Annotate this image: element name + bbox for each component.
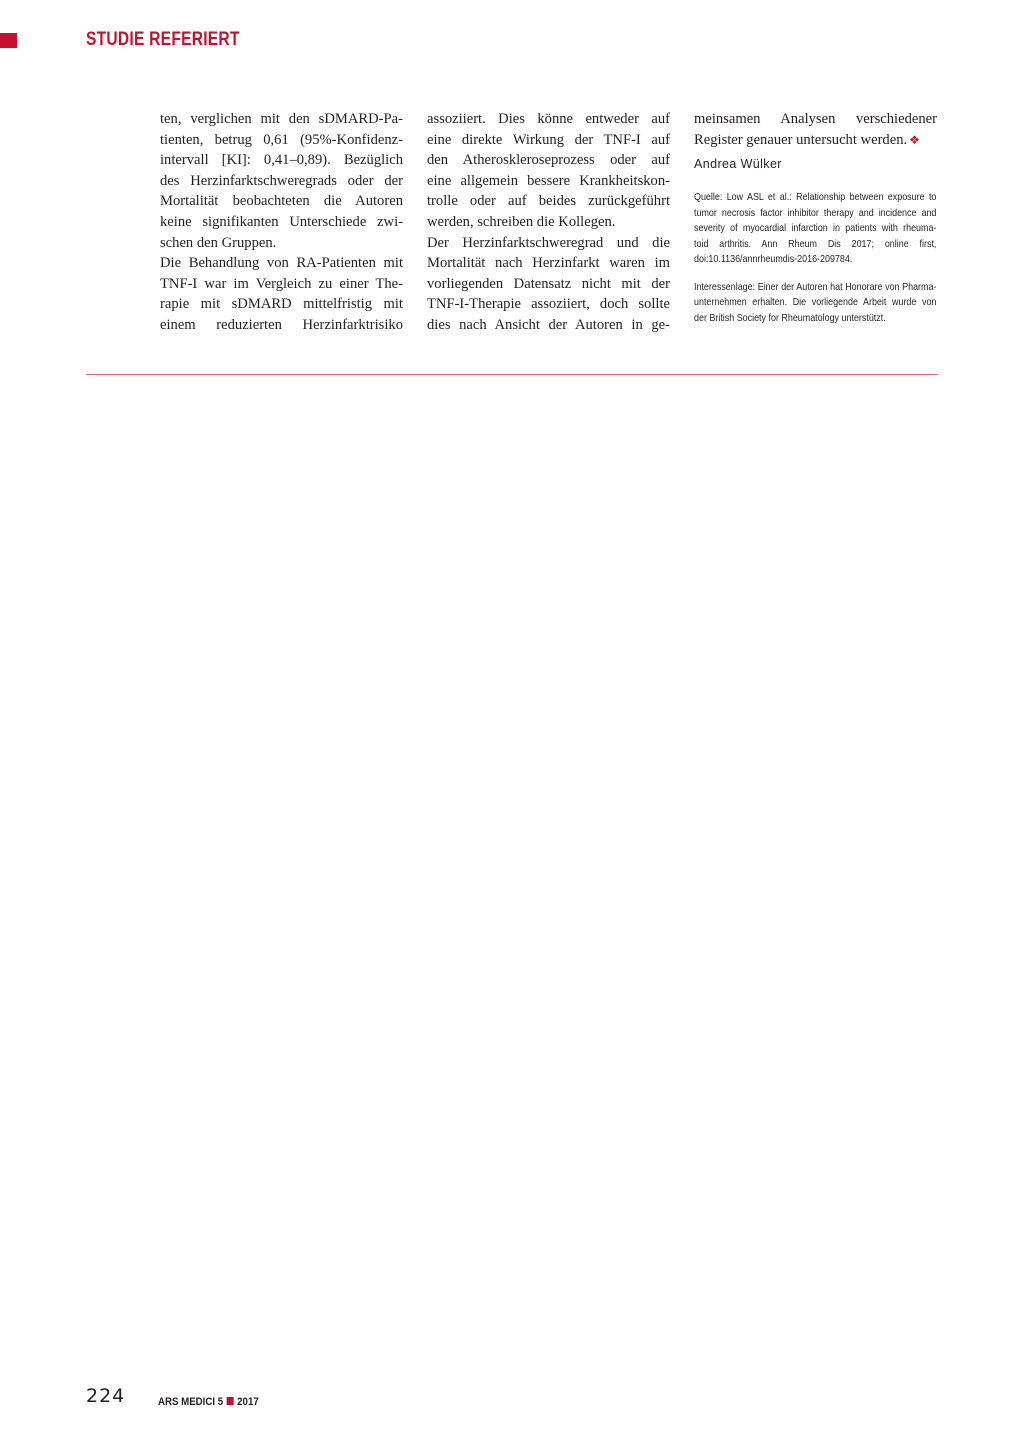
journal-year: 2017 (237, 1396, 259, 1408)
footer-square-icon (227, 1397, 234, 1405)
interest-line: der British Society for Rheumatology unterstützt. (694, 312, 886, 324)
citation-line: severity of myocardial infarction in patients with rheuma- (694, 223, 937, 235)
text-line-content: Register genauer untersucht werden. (694, 131, 908, 148)
section-marker (0, 33, 17, 48)
text-line: Der Herzinfarktschweregrad und die (427, 234, 670, 251)
text-line: TNF-I war im Vergleich zu einer The- (160, 275, 403, 292)
text-line: einem reduzierten Herzinfarktrisiko (160, 316, 403, 333)
paragraph-5 (694, 109, 937, 150)
text-line: schen den Gruppen. (160, 234, 277, 251)
citation-line: tumor necrosis factor inhibitor therapy and incidence and (694, 207, 937, 219)
article-column-2 (427, 109, 670, 336)
end-mark-icon: ❖ (909, 132, 920, 147)
interest-line: unternehmen erhalten. Die vorliegende Arbeit wurde von (694, 297, 937, 309)
text-line: den Atheroskleroseprozess oder auf (427, 152, 670, 169)
text-line: meinsamen Analysen verschiedener (694, 111, 937, 127)
citation-line: doi:10.1136/annrheumdis-2016-209784. (694, 254, 853, 266)
text-line-final (694, 130, 937, 151)
text-line: werden, schreiben die Kollegen. (427, 213, 616, 230)
section-title: STUDIE REFERIERT (86, 29, 240, 50)
text-line: TNF-I-Therapie assoziiert, doch sollte (427, 296, 670, 313)
text-line: Mortalität beobachteten die Autoren (160, 193, 403, 210)
text-line: des Herzinfarktschweregrads oder der (160, 172, 403, 189)
paragraph-1 (160, 109, 403, 253)
text-line: rapie mit sDMARD mittelfristig mit (160, 296, 403, 313)
citation-line: Quelle: Low ASL et al.: Relationship between exposure to (694, 192, 937, 204)
page-number: 224 (86, 1385, 126, 1407)
text-line: trolle oder auf beides zurückgeführt (427, 193, 670, 210)
text-line: dies nach Ansicht der Autoren in ge- (427, 316, 670, 333)
journal-name: ARS MEDICI 5 (158, 1396, 224, 1408)
text-line: ten, verglichen mit den sDMARD-Pa- (160, 111, 403, 127)
text-line: vorliegenden Datensatz nicht mit der (427, 275, 670, 292)
interest-line: Interessenlage: Einer der Autoren hat Honorare von Pharma- (694, 281, 937, 293)
text-line: keine signifikanten Unterschiede zwi- (160, 213, 403, 230)
section-divider (86, 374, 938, 375)
text-line: Die Behandlung von RA-Patienten mit (160, 255, 403, 272)
journal-footer (158, 1396, 259, 1408)
paragraph-2 (160, 253, 403, 335)
text-line: eine direkte Wirkung der TNF-I auf (427, 131, 670, 148)
article-column-3 (694, 109, 937, 326)
paragraph-3 (427, 109, 670, 233)
text-line: assoziiert. Dies könne entweder auf (427, 111, 670, 127)
conflict-of-interest (694, 280, 937, 327)
source-citation (694, 190, 937, 268)
text-line: eine allgemein bessere Krankheitskon- (427, 172, 670, 189)
paragraph-4 (427, 233, 670, 336)
citation-line: toid arthritis. Ann Rheum Dis 2017; online first, (694, 238, 937, 250)
text-line: tienten, betrug 0,61 (95%-Konfidenz- (160, 131, 403, 148)
text-line: intervall [KI]: 0,41–0,89). Bezüglich (160, 152, 403, 169)
article-column-1 (160, 109, 403, 336)
text-line: Mortalität nach Herzinfarkt waren im (427, 255, 670, 272)
author-name: Andrea Wülker (694, 157, 782, 172)
